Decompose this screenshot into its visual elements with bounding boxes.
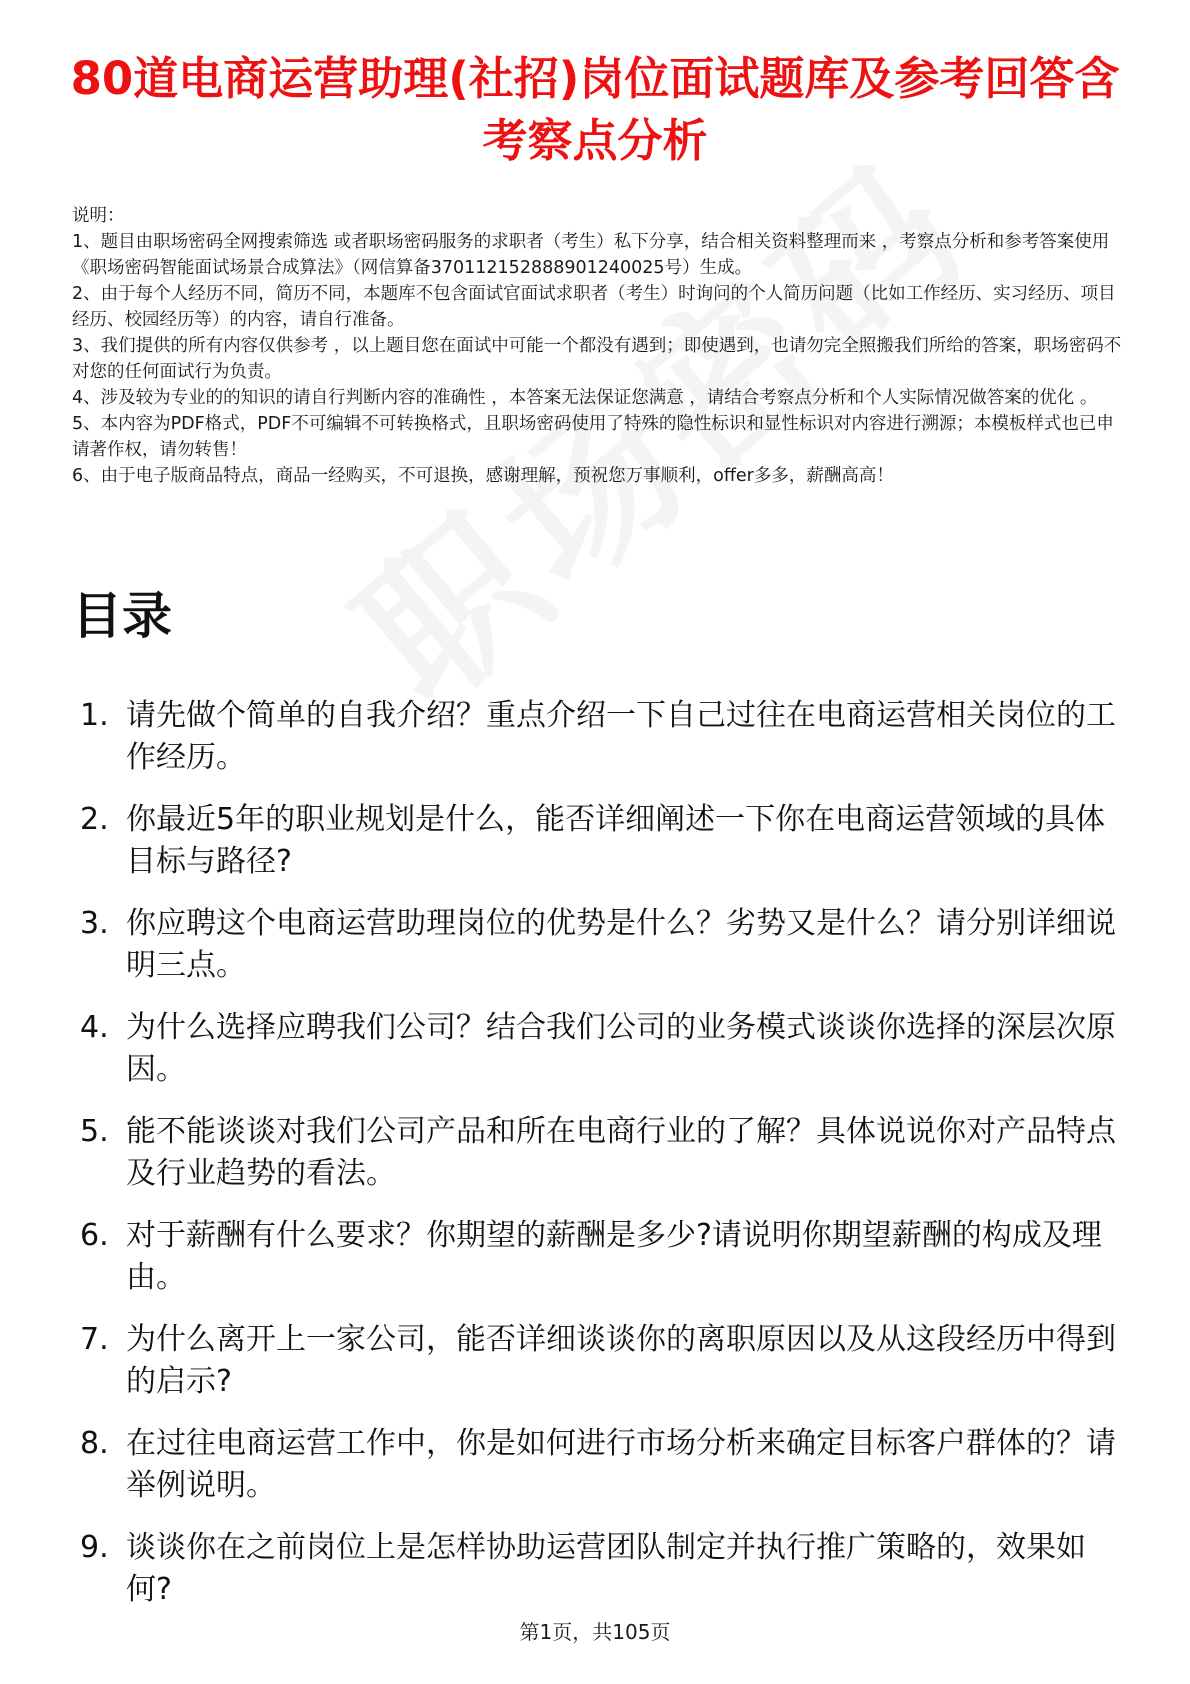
toc-item-number: 4. [80,1010,109,1045]
toc-item-text: 为什么离开上一家公司，能否详细谈谈你的离职原因以及从这段经历中得到的启示? [126,1322,1116,1399]
toc-item-text: 你最近5年的职业规划是什么，能否详细阐述一下你在电商运营领域的具体目标与路径? [126,802,1106,879]
page-footer: 第1页，共105页 [519,1620,671,1644]
notes-line: 2、由于每个人经历不同，简历不同，本题库不包含面试官面试求职者（考生）时询问的个人简历问题（比如工作经历、实习经历、项目经历、校园经历等）的内容，请自行准备。 [72,284,1116,330]
notes-line: 6、由于电子版商品特点，商品一经购买，不可退换，感谢理解，预祝您万事顺利，offer多多，薪酬高高！ [72,466,894,486]
toc-item[interactable] [72,1319,1132,1423]
toc-item-text: 对于薪酬有什么要求？你期望的薪酬是多少?请说明你期望薪酬的构成及理由。 [126,1218,1102,1295]
toc-item[interactable] [72,799,1132,903]
toc-item-number: 7. [80,1322,109,1357]
toc-item-text: 你应聘这个电商运营助理岗位的优势是什么？劣势又是什么？请分别详细说明三点。 [126,906,1116,983]
toc-item-number: 5. [80,1114,109,1149]
notes-line: 1、题目由职场密码全网搜索筛选 或者职场密码服务的求职者（考生）私下分享，结合相关资料整理而来 ，考察点分析和参考答案使用《职场密码智能面试场景合成算法》（网信算备370112152888901240025号）生成。 [72,232,1110,278]
toc-item-text: 能不能谈谈对我们公司产品和所在电商行业的了解？具体说说你对产品特点及行业趋势的看法。 [126,1114,1116,1191]
notes-heading: 说明： [72,206,125,226]
toc-item-number: 8. [80,1426,109,1461]
notes-line: 4、涉及较为专业的的知识的请自行判断内容的准确性 ，本答案无法保证您满意 ，请结合考察点分析和个人实际情况做答案的优化 。 [72,388,1098,408]
toc-item-number: 1. [80,698,109,733]
toc-item[interactable] [72,1007,1132,1111]
toc-item[interactable] [72,1111,1132,1215]
document-title: 80道电商运营助理(社招)岗位面试题库及参考回答含考察点分析 [70,52,1120,167]
toc-item-number: 3. [80,906,109,941]
toc-item[interactable] [72,695,1132,799]
toc-item[interactable] [72,1215,1132,1319]
toc-item-number: 6. [80,1218,109,1253]
toc-list [72,695,1132,1631]
toc-item-text: 谈谈你在之前岗位上是怎样协助运营团队制定并执行推广策略的，效果如何? [126,1530,1086,1607]
notes-section [72,203,1122,489]
notes-line: 3、我们提供的所有内容仅供参考 ，以上题目您在面试中可能一个都没有遇到；即使遇到，也请勿完全照搬我们所给的答案，职场密码不对您的任何面试行为负责。 [72,336,1122,382]
toc-item-number: 2. [80,802,109,837]
toc-item-text: 在过往电商运营工作中，你是如何进行市场分析来确定目标客户群体的？请举例说明。 [126,1426,1116,1503]
toc-item[interactable] [72,903,1132,1007]
toc-item[interactable] [72,1527,1132,1631]
notes-line: 5、本内容为PDF格式，PDF不可编辑不可转换格式，且职场密码使用了特殊的隐性标识和显性标识对内容进行溯源；本模板样式也已申请著作权，请勿转售！ [72,414,1114,460]
toc-item[interactable] [72,1423,1132,1527]
toc-item-text: 为什么选择应聘我们公司？结合我们公司的业务模式谈谈你选择的深层次原因。 [126,1010,1116,1087]
toc-item-text: 请先做个简单的自我介绍？重点介绍一下自己过往在电商运营相关岗位的工作经历。 [126,698,1116,775]
toc-heading: 目录 [72,587,172,645]
toc-item-number: 9. [80,1530,109,1565]
